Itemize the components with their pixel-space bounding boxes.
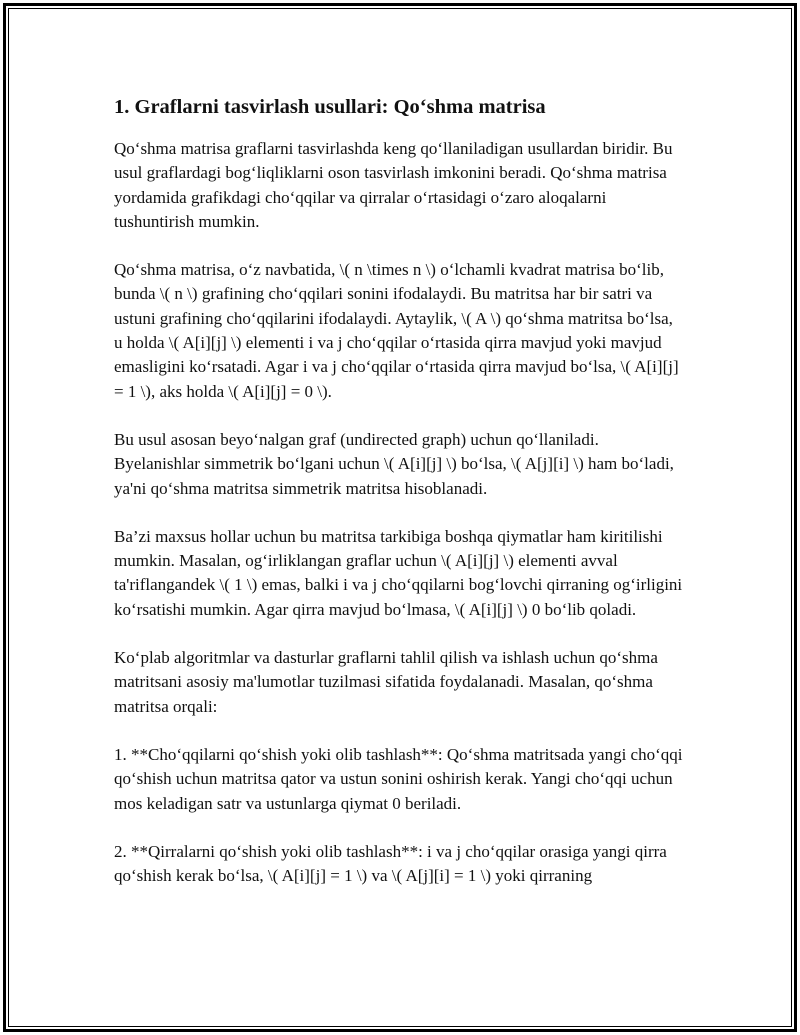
paragraph-definition: Qo‘shma matrisa, o‘z navbatida, \( n \times n \) o‘lchamli kvadrat matrisa bo‘lib, bunda \( n \) grafining cho‘qqilari sonini ifodalaydi. Bu matritsa har bir satri va ustuni grafining cho‘qqilarini ifodalaydi. Aytaylik, \( A \) qo‘shma matritsa bo‘lsa, u holda \( A[i][j] \) elementi i va j cho‘qqilar o‘rtasida qirra mavjud yoki mavjud emasligini ko‘rsatadi. Agar i va j cho‘qqilar o‘rtasida qirra mavjud bo‘lsa, \( A[i][j] = 1 \), aks holda \( A[i][j] = 0 \). xyxy=(114,260,679,401)
paragraph-weighted: Ba’zi maxsus hollar uchun bu matritsa tarkibiga boshqa qiymatlar ham kiritilishi mumkin. Masalan, og‘irliklangan graflar uchun \( A[i][j] \) elementi avval ta'riflangandek \( 1 \) emas, balki i va j cho‘qqilarni bog‘lovchi qirraning og‘irligini ko‘rsatishi mumkin. Agar qirra mavjud bo‘lmasa, \( A[i][j] \) 0 bo‘lib qoladi. xyxy=(114,526,683,619)
paragraph-algorithms: Ko‘plab algoritmlar va dasturlar graflarni tahlil qilish va ishlash uchun qo‘shma matritsani asosiy ma'lumotlar tuzilmasi sifatida foydalanadi. Masalan, qo‘shma matritsa orqali: xyxy=(114,648,658,716)
list-item-edges: 2. **Qirralarni qo‘shish yoki olib tashlash**: i va j cho‘qqilar orasiga yangi qirra qo‘shish kerak bo‘lsa, \( A[i][j] = 1 \) va \( A[j][i] = 1 \) yoki qirraning xyxy=(114,841,667,886)
paragraph-intro: Qo‘shma matrisa graflarni tasvirlashda keng qo‘llaniladigan usullardan biridir. Bu usul graflardagi bog‘liqliklarni oson tasvirlash imkonini beradi. Qo‘shma matrisa yordamida grafikdagi cho‘qqilar va qirralar o‘rtasidagi o‘zaro aloqalarni tushuntirish mumkin. xyxy=(114,139,673,231)
paragraph-undirected: Bu usul asosan beyo‘nalgan graf (undirected graph) uchun qo‘llaniladi. Byelanishlar simmetrik bo‘lgani uchun \( A[i][j] \) bo‘lsa, \( A[j][i] \) ham bo‘ladi, ya'ni qo‘shma matritsa simmetrik matritsa hisoblanadi. xyxy=(114,429,674,498)
list-item-vertices: 1. **Cho‘qqilarni qo‘shish yoki olib tashlash**: Qo‘shma matritsada yangi cho‘qqi qo‘shish uchun matritsa qator va ustun sonini oshirish kerak. Yangi cho‘qqi uchun mos keladigan satr va ustunlarga qiymat 0 beriladi. xyxy=(114,744,683,813)
section-heading: 1. Graflarni tasvirlash usullari: Qo‘shma matrisa xyxy=(114,96,546,118)
document-body xyxy=(114,93,684,912)
